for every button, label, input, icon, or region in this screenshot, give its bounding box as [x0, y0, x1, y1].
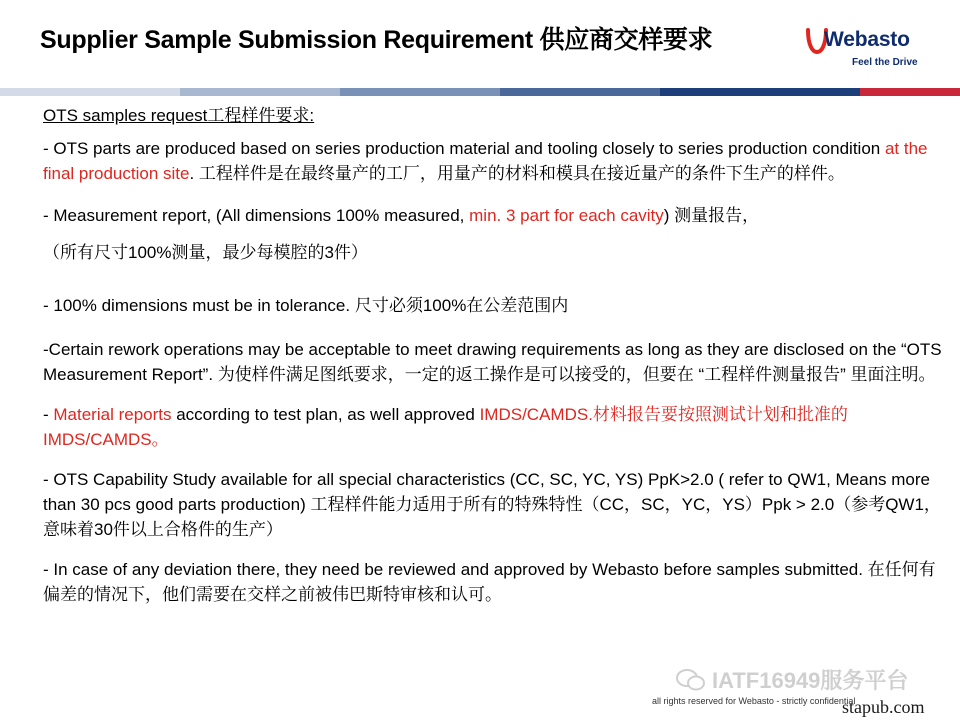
paragraph-measurement-report	[43, 203, 943, 228]
highlight-text: Material reports	[53, 405, 172, 424]
page-title: Supplier Sample Submission Requirement 供应商交样要求	[40, 26, 713, 54]
text: - OTS parts are produced based on series production material and tooling closely to series production condition	[43, 139, 885, 158]
text: ) 测量报告，	[663, 206, 760, 225]
watermark	[676, 664, 908, 695]
paragraph-capability-study: - OTS Capability Study available for all special characteristics (CC, SC, YC, YS) PpK>2.0 ( refer to QW1, Means more than 30 pcs good parts production) 工程样件能力适用于所有的特殊特性（CC，SC，YC，YS）Ppk > 2.0（参考QW1，意味着30件以上合格件的生产）	[43, 470, 941, 539]
logo-wordmark: Webasto	[824, 28, 910, 51]
watermark-text: IATF16949服务平台	[712, 668, 909, 693]
paragraph-deviation: - In case of any deviation there, they need be reviewed and approved by Webasto before samples submitted. 在任何有偏差的情况下，他们需要在交样之前被伟巴斯特审核和认可。	[43, 560, 936, 604]
highlight-text: at the final production site	[43, 139, 928, 183]
webasto-logo	[806, 26, 926, 72]
confidential-note: all rights reserved for Webasto - strictly confidential	[652, 696, 856, 706]
text: - Measurement report, (All dimensions 100% measured,	[43, 206, 470, 225]
logo-tagline: Feel the Drive	[852, 57, 918, 68]
section-heading: OTS samples request工程样件要求:	[43, 106, 315, 125]
paragraph-material-reports	[43, 402, 943, 452]
highlight-text: IMDS/CAMDS.材料报告要按照测试计划和批准的IMDS/CAMDS。	[43, 405, 848, 449]
paragraph-production-site	[43, 136, 943, 186]
text: . 工程样件是在最终量产的工厂，用量产的材料和模具在接近量产的条件下生产的样件。	[189, 164, 845, 183]
header-stripe	[0, 88, 960, 96]
text: according to test plan, as well approved	[171, 405, 480, 424]
paragraph-measurement-note: （所有尺寸100%测量，最少每模腔的3件）	[43, 243, 368, 262]
content-body	[43, 103, 943, 607]
text: -	[43, 405, 54, 424]
site-watermark: stapub.com	[842, 697, 925, 717]
chat-bubble-icon	[676, 668, 706, 692]
paragraph-tolerance: - 100% dimensions must be in tolerance. 尺寸必须100%在公差范围内	[43, 296, 569, 315]
highlight-text: min. 3 part for each cavity	[469, 206, 664, 225]
paragraph-rework: -Certain rework operations may be acceptable to meet drawing requirements as long as they are disclosed on the “OTS Measurement Report”. 为使样件满足图纸要求，一定的返工操作是可以接受的，但要在 “工程样件测量报告” 里面注明。	[43, 340, 942, 384]
